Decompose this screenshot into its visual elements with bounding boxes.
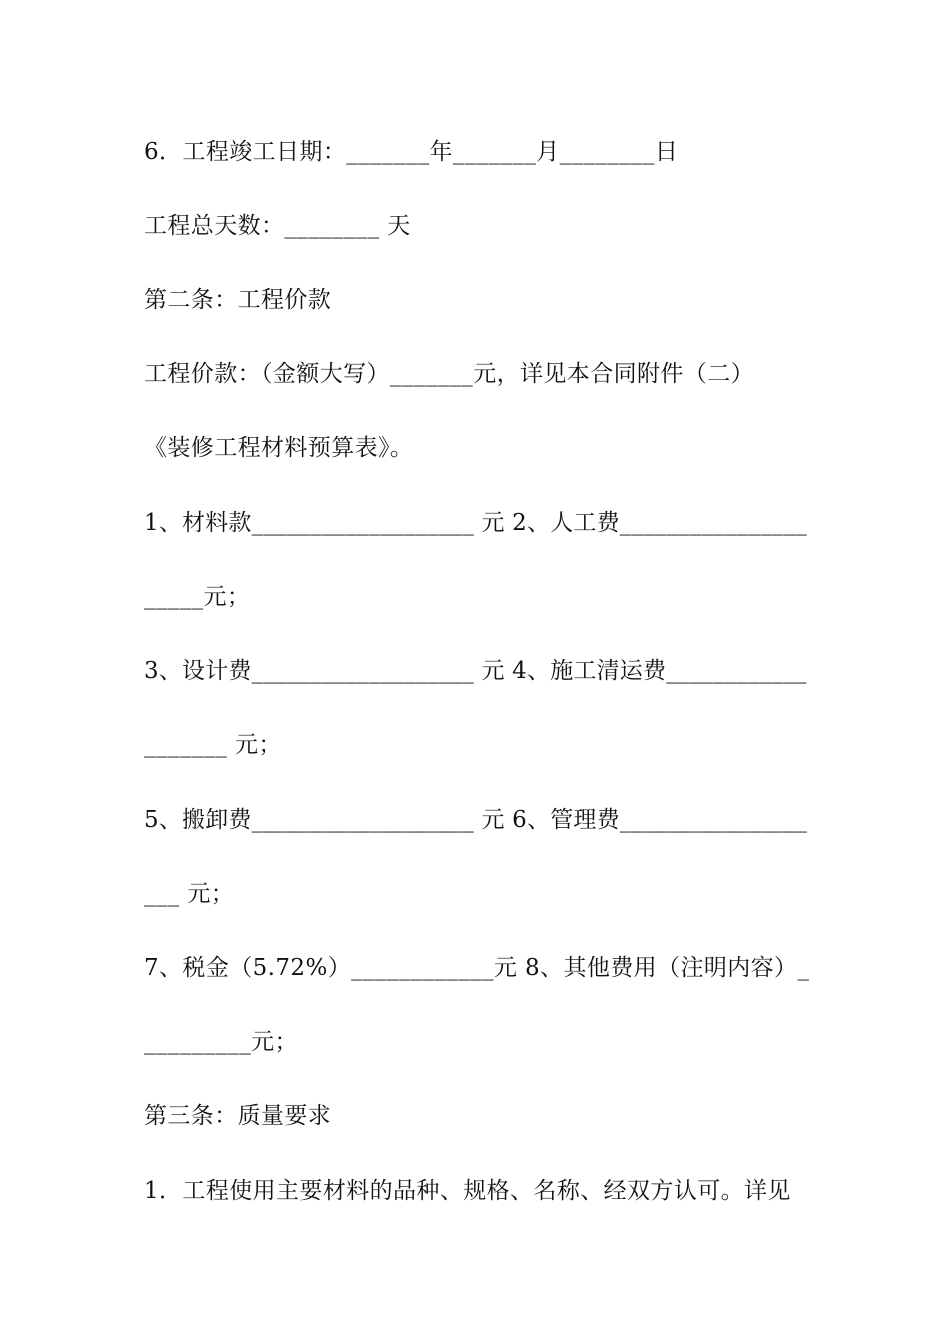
quality-clause-one: 1．工程使用主要材料的品种、规格、名称、经双方认可。详见 <box>144 1178 791 1204</box>
project-price-line: 工程价款：（金额大写）_______元，详见本合同附件（二） <box>144 361 754 387</box>
total-days-line: 工程总天数：________ 天 <box>144 213 411 239</box>
labor-fee-continuation: _____元； <box>144 584 251 610</box>
article-two-heading: 第二条：工程价款 <box>144 287 332 313</box>
management-fee-continuation: ___ 元； <box>144 881 235 907</box>
tax-other-fee-line: 7、税金（5.72%）____________元 8、其他费用（注明内容）_ <box>144 955 810 981</box>
moving-management-fee-line: 5、搬卸费___________________ 元 6、管理费________________ <box>144 807 807 833</box>
completion-date-line: 6．工程竣工日期：_______年_______月________日 <box>144 139 679 165</box>
design-cleanup-fee-line: 3、设计费___________________ 元 4、施工清运费____________ <box>144 658 807 684</box>
budget-table-reference: 《装修工程材料预算表》。 <box>144 435 414 461</box>
cleanup-fee-continuation: _______ 元； <box>144 732 282 758</box>
other-fee-continuation: _________元； <box>144 1029 298 1055</box>
article-three-heading: 第三条：质量要求 <box>144 1103 332 1129</box>
material-labor-fee-line: 1、材料款___________________ 元 2、人工费________________ <box>144 510 807 536</box>
